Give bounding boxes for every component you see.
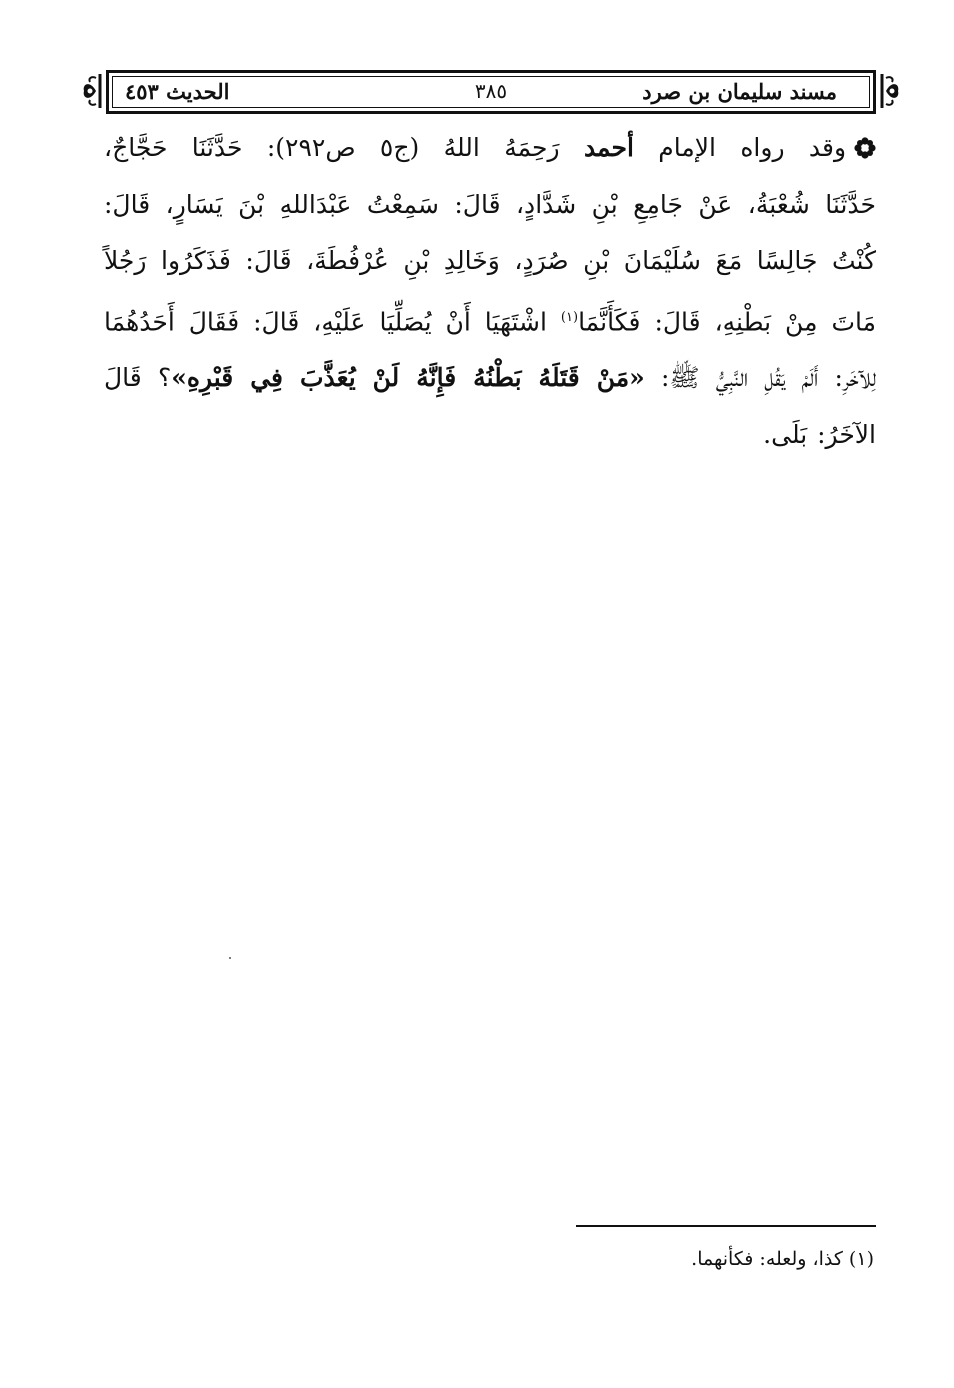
hadith-paragraph bbox=[104, 120, 876, 463]
prophetic-quote: «مَنْ قَتَلَهُ بَطْنُهُ فَإِنَّهُ لَنْ يُعَذَّبَ فِي قَبْرِهِ» bbox=[171, 363, 645, 393]
header-book-title: مسند سليمان بن صرد bbox=[642, 79, 837, 104]
imam-name: أحمد bbox=[583, 133, 634, 162]
text-line-3: كُنْتُ جَالِسًا مَعَ سُلَيْمَانَ بْنِ صُرَدٍ، وَخَالِدِ بْنِ عُرْفُطَةَ، قَالَ: فَذَكَرُوا رَجُلاً bbox=[104, 246, 876, 275]
line5-end: ؟ قَالَ bbox=[104, 363, 172, 393]
running-header bbox=[106, 70, 876, 114]
footnote-1: (١) كذا، ولعله: فكأنهما. bbox=[691, 1248, 874, 1270]
line5-start: لِلآخَرِ: أَلَمْ يَقُلِ النَّبِيُّ ﷺ: bbox=[644, 363, 876, 393]
line1-rest: رَحِمَهُ اللهُ (ج٥ ص٢٩٢): حَدَّثَنَا حَجَّاجٌ، bbox=[104, 133, 584, 162]
scan-speck bbox=[229, 957, 231, 959]
header-ornament-left-icon bbox=[80, 72, 104, 110]
text-line-4 bbox=[104, 290, 876, 351]
page-number: ٣٨٥ bbox=[474, 79, 508, 103]
line1-intro: وقد رواه الإمام bbox=[633, 133, 847, 162]
text-line-1 bbox=[104, 120, 876, 177]
line4-end: اشْتَهَيَا أَنْ يُصَلِّيَا عَلَيْهِ، قَالَ: فَقَالَ أَحَدُهُمَا bbox=[104, 306, 561, 336]
flower-ornament-icon bbox=[854, 137, 876, 159]
text-line-5 bbox=[104, 350, 876, 407]
text-line-2: حَدَّثَنَا شُعْبَةُ، عَنْ جَامِعِ بْنِ شَدَّادٍ، قَالَ: سَمِعْتُ عَبْدَاللهِ بْنَ يَسَارٍ، قَالَ: bbox=[104, 189, 876, 219]
footnote-divider bbox=[576, 1225, 876, 1227]
text-line-6: الآخَرُ: بَلَى. bbox=[763, 419, 876, 449]
header-hadith-number: الحديث ٤٥٣ bbox=[125, 79, 230, 104]
footnote-marker[interactable]: (١) bbox=[560, 309, 579, 325]
line4-start: مَاتَ مِنْ بَطْنِهِ، قَالَ: فَكَأَنَّمَا bbox=[578, 306, 877, 336]
header-ornament-right-icon bbox=[878, 72, 902, 110]
